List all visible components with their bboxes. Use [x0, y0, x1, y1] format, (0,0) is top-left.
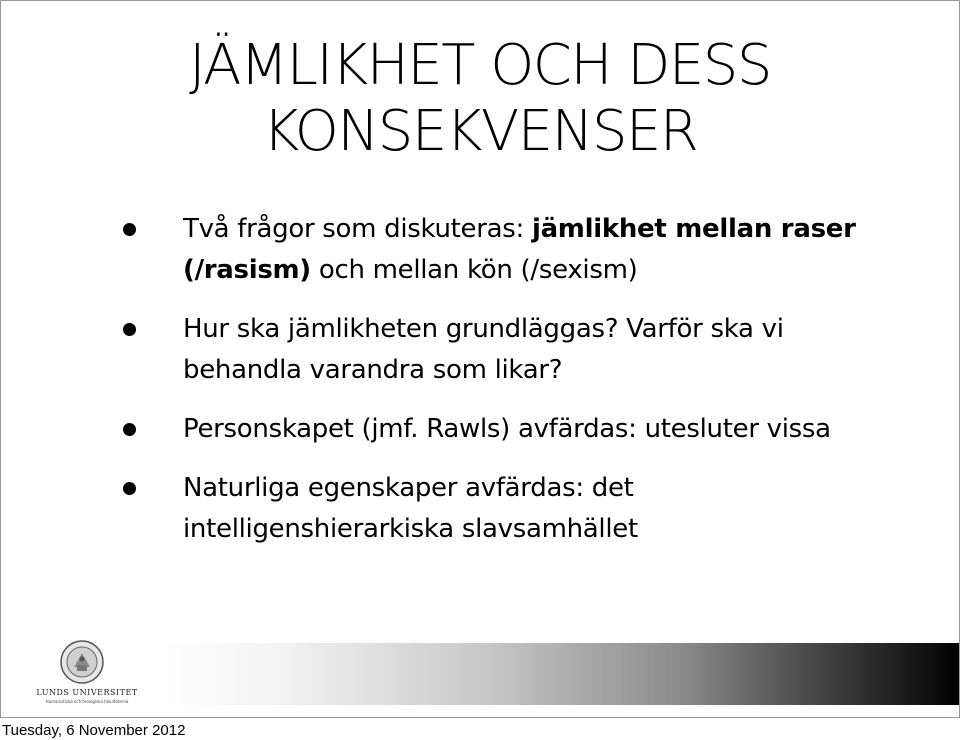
bullet-1-pre: Två frågor som diskuteras: [183, 214, 532, 244]
slide-title [1, 33, 959, 165]
logo-university-name: LUNDS UNIVERSITET [36, 688, 138, 697]
bullet-1-bold: jämlikhet mellan raser (/rasism) [183, 214, 856, 285]
bullet-item-3 [121, 409, 881, 450]
bullet-2-text: Hur ska jämlikheten grundläggas? Varför ska vi behandla varandra som likar? [183, 314, 784, 385]
bullet-1-post: och mellan kön (/sexism) [310, 255, 638, 285]
bullet-item-2 [121, 309, 881, 391]
bullet-dot-icon [123, 223, 136, 236]
footer-date: Tuesday, 6 November 2012 [2, 722, 186, 739]
slide-title-line-2: KONSEKVENSER [262, 99, 698, 164]
footer-gradient-bar [165, 643, 960, 705]
bullet-dot-icon [123, 423, 136, 436]
bullet-item-4 [121, 468, 881, 550]
logo-faculty-name: Humanistiska och teologiska fakulteterna [45, 699, 129, 704]
university-logo [25, 639, 145, 709]
university-seal-icon [59, 639, 105, 685]
bullet-3-text: Personskapet (jmf. Rawls) avfärdas: utesluter vissa [183, 414, 831, 444]
bullet-dot-icon [123, 323, 136, 336]
bullet-4-text: Naturliga egenskaper avfärdas: det intelligenshierarkiska slavsamhället [183, 473, 638, 544]
slide-title-line-1: JÄMLIKHET OCH DESS [189, 33, 771, 98]
bullet-item-1 [121, 209, 881, 291]
bullet-dot-icon [123, 482, 136, 495]
bullet-list [121, 209, 881, 550]
